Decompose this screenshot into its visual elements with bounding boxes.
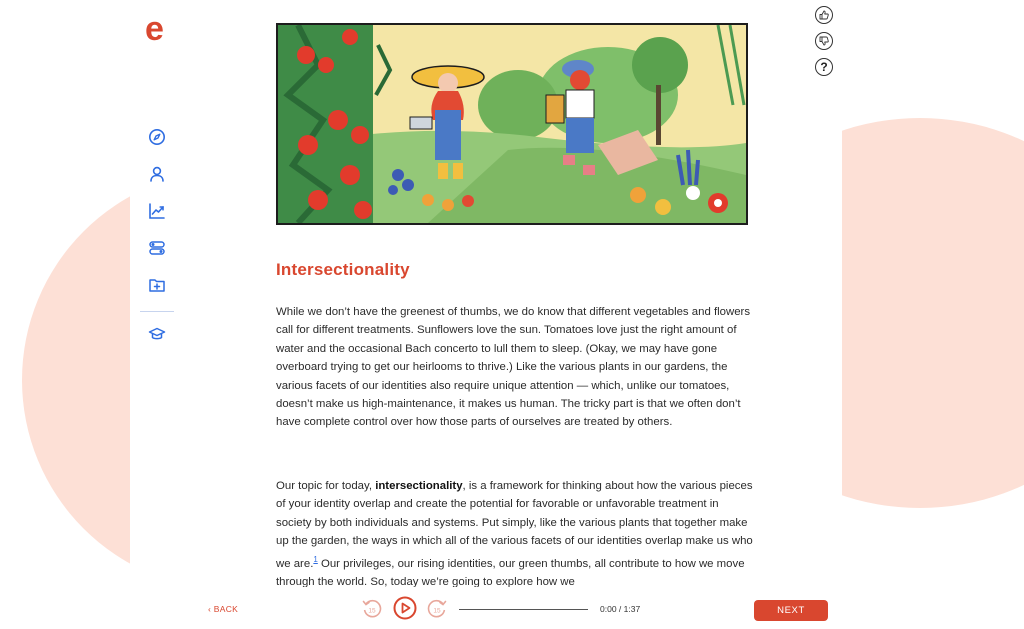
page-title: Intersectionality xyxy=(276,260,410,279)
help-icon[interactable]: ? xyxy=(815,58,833,76)
rewind-15-button[interactable] xyxy=(361,598,383,625)
thumbs-down-icon[interactable] xyxy=(815,32,833,50)
footnote-link[interactable]: 1 xyxy=(313,554,318,564)
graduation-cap-icon[interactable] xyxy=(147,324,167,344)
toggles-icon[interactable] xyxy=(147,238,167,258)
rewind-seconds: 15 xyxy=(368,607,376,615)
back-label: BACK xyxy=(213,604,239,614)
paragraph-intro: While we don’t have the greenest of thumbs, we do know that different vegetables and flowers call for different treatments. Sunflowers love the sun. Tomatoes love just the right amount of water and the occasional Bach concerto to lull them to sleep. (Okay, we may have gone overboard trying to get our heirlooms to thrive.) Like the various plants in our gardens, the various facets of our identities also require unique attention — which, unlike our tomatoes, doesn’t make us high-maintenance, it makes us human. The tricky part is that we often don’t have complete control over how those parts of ourselves are treated by others. xyxy=(276,306,751,429)
paragraph-topic-mid: , is a framework for thinking about how the various pieces of your identity overlap and create the potential for favorable or unfavorable treatment in society by both individuals and systems. Put simply, like the various plants that together make up the garden, the ways in which all of the various facets of our identities overlap make us who we are. xyxy=(276,480,753,570)
app-logo[interactable]: e xyxy=(145,10,164,48)
user-icon[interactable] xyxy=(147,164,167,184)
compass-icon[interactable] xyxy=(147,127,167,147)
play-button[interactable] xyxy=(393,596,417,625)
keyword-intersectionality: intersectionality xyxy=(375,480,463,492)
forward-seconds: 15 xyxy=(433,607,441,615)
paragraph-topic xyxy=(276,477,754,587)
paragraph-topic-post: Our privileges, our rising identities, our green thumbs, all contribute to how we move through the world. So, today we’re going to explore how we xyxy=(276,557,745,587)
forward-15-button[interactable] xyxy=(426,598,448,625)
thumbs-up-icon[interactable] xyxy=(815,6,833,24)
audio-progress-bar[interactable] xyxy=(459,609,588,610)
folder-plus-icon[interactable] xyxy=(147,275,167,295)
trend-chart-icon[interactable] xyxy=(147,201,167,221)
next-button[interactable]: NEXT xyxy=(754,600,828,621)
sidebar xyxy=(130,0,182,629)
sidebar-divider xyxy=(140,311,174,312)
audio-time: 0:00 / 1:37 xyxy=(600,604,641,614)
paragraph-topic-pre: Our topic for today, xyxy=(276,480,376,492)
back-button[interactable] xyxy=(208,604,238,614)
hero-illustration xyxy=(276,23,748,225)
chevron-left-icon: ‹ xyxy=(208,604,214,614)
